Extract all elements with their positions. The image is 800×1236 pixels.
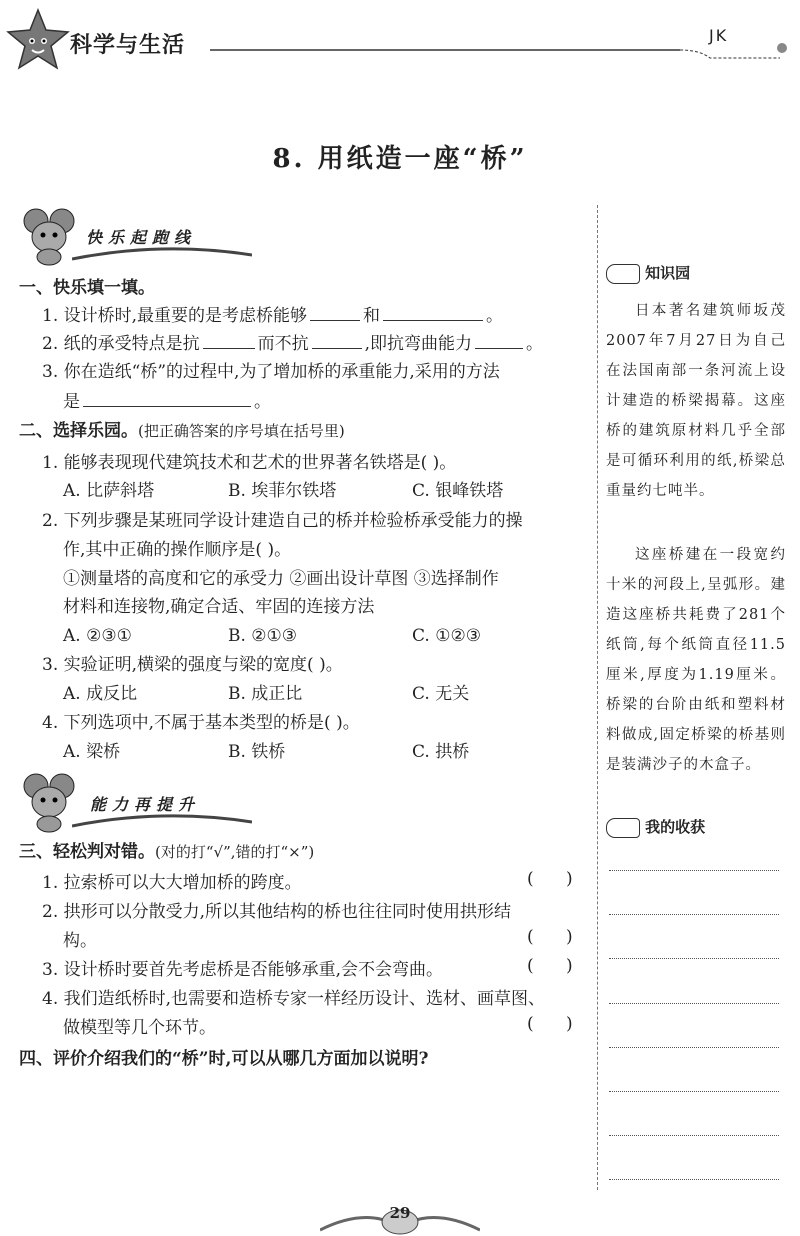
q3-item-1: 1. 拉索桥可以大大增加桥的跨度。 xyxy=(42,873,302,893)
q2-item-4-opt-c: C. 拱桥 xyxy=(412,742,470,762)
writing-line[interactable] xyxy=(609,1179,779,1180)
knowledge-paragraph-1: 日本著名建筑师坂茂2007年7月27日为自己在法国南部一条河流上设计建造的桥梁揭幕。这座桥的建筑原材料几乎全部是可循环利用的纸,桥梁总重量约七吨半。 xyxy=(606,303,786,499)
q2-item-2-steps-cont: 材料和连接物,确定合适、牢固的连接方法 xyxy=(63,597,375,617)
q2-item-2-cont: 作,其中正确的操作顺序是( )。 xyxy=(63,540,292,560)
q3-item-4-answer[interactable]: ( ) xyxy=(527,1014,573,1034)
q4-heading: 四、评价介绍我们的“桥”时,可以从哪几方面加以说明? xyxy=(19,1049,429,1069)
q3-item-2-answer[interactable]: ( ) xyxy=(527,927,573,947)
q2-item-4-opt-a: A. 梁桥 xyxy=(63,742,121,762)
q2-item-3-opt-c: C. 无关 xyxy=(412,684,470,704)
q2-item-1-opt-b: B. 埃菲尔铁塔 xyxy=(228,481,337,501)
q2-item-3-opt-b: B. 成正比 xyxy=(228,684,303,704)
edition-code: JK xyxy=(709,26,729,45)
knowledge-header xyxy=(606,262,690,284)
q3-item-3-answer[interactable]: ( ) xyxy=(527,956,573,976)
banner-swoosh xyxy=(72,245,252,265)
q2-item-4: 4. 下列选项中,不属于基本类型的桥是( )。 xyxy=(42,713,360,733)
q2-item-2-opt-a: A. ②③① xyxy=(63,626,132,646)
writing-line[interactable] xyxy=(609,1047,779,1048)
q2-item-1-opt-c: C. 银峰铁塔 xyxy=(412,481,504,501)
mouse-icon xyxy=(18,770,80,834)
banner-swoosh xyxy=(72,812,252,832)
q2-heading: 二、选择乐园。(把正确答案的序号填在括号里) xyxy=(19,421,345,441)
section-advance: 能力再提升 xyxy=(90,795,201,814)
column-divider xyxy=(597,205,598,1190)
q2-item-1: 1. 能够表现现代建筑技术和艺术的世界著名铁塔是( )。 xyxy=(42,453,457,473)
q3-item-4-cont: 做模型等几个环节。 xyxy=(63,1018,216,1038)
pointing-hand-icon xyxy=(606,818,640,838)
series-title: 科学与生活 xyxy=(70,33,186,58)
q2-item-2-opt-b: B. ②①③ xyxy=(228,626,298,646)
page-number: 29 xyxy=(389,1204,411,1222)
knowledge-title: 知识园 xyxy=(645,264,691,282)
q1-heading: 一、快乐填一填。 xyxy=(19,278,155,298)
q3-item-1-answer[interactable]: ( ) xyxy=(527,869,573,889)
q1-item-1: 1. 设计桥时,最重要的是考虑桥能够 和 。 xyxy=(42,302,503,330)
page-title: 8. 用纸造一座“桥” xyxy=(272,144,528,174)
q3-item-4: 4. 我们造纸桥时,也需要和造桥专家一样经历设计、选材、画草图、 xyxy=(42,989,546,1009)
mouse-icon xyxy=(18,205,80,267)
q2-item-2-opt-c: C. ①②③ xyxy=(412,626,481,646)
writing-line[interactable] xyxy=(609,1135,779,1136)
writing-line[interactable] xyxy=(609,1003,779,1004)
q1-item-2: 2. 纸的承受特点是抗 而不抗 ,即抗弯曲能力 。 xyxy=(42,330,543,358)
q1-item-3-answer: 是 。 xyxy=(63,388,271,416)
q3-heading: 三、轻松判对错。(对的打“√”,错的打“×”) xyxy=(19,842,315,862)
q2-item-2-steps: ①测量塔的高度和它的承受力 ②画出设计草图 ③选择制作 xyxy=(63,569,499,589)
writing-line[interactable] xyxy=(609,1091,779,1092)
q1-item-3: 3. 你在造纸“桥”的过程中,为了增加桥的承重能力,采用的方法 xyxy=(42,362,500,382)
writing-line[interactable] xyxy=(609,914,779,915)
knowledge-paragraph-2: 这座桥建在一段宽约十米的河段上,呈弧形。建造这座桥共耗费了281个纸筒,每个纸筒直径11.5厘米,厚度为1.19厘米。桥梁的台阶由纸和塑料材料做成,固定桥梁的桥基则是装满沙子的木盒子。 xyxy=(606,547,786,773)
writing-line[interactable] xyxy=(609,958,779,959)
q2-item-3: 3. 实验证明,横梁的强度与梁的宽度( )。 xyxy=(42,655,343,675)
q3-item-2: 2. 拱形可以分散受力,所以其他结构的桥也往往同时使用拱形结 xyxy=(42,902,512,922)
q3-item-3: 3. 设计桥时要首先考虑桥是否能够承重,会不会弯曲。 xyxy=(42,960,444,980)
harvest-title: 我的收获 xyxy=(645,818,706,836)
q2-item-2: 2. 下列步骤是某班同学设计建造自己的桥并检验桥承受能力的操 xyxy=(42,511,523,531)
q3-item-2-cont: 构。 xyxy=(63,931,97,951)
q2-item-4-opt-b: B. 铁桥 xyxy=(228,742,286,762)
writing-line[interactable] xyxy=(609,870,779,871)
q2-item-1-opt-a: A. 比萨斜塔 xyxy=(63,481,155,501)
mascot-star-logo xyxy=(6,8,70,72)
section-warmup: 快乐起跑线 xyxy=(86,228,197,247)
q2-item-3-opt-a: A. 成反比 xyxy=(63,684,138,704)
pointing-hand-icon xyxy=(606,264,640,284)
harvest-header xyxy=(606,816,705,838)
